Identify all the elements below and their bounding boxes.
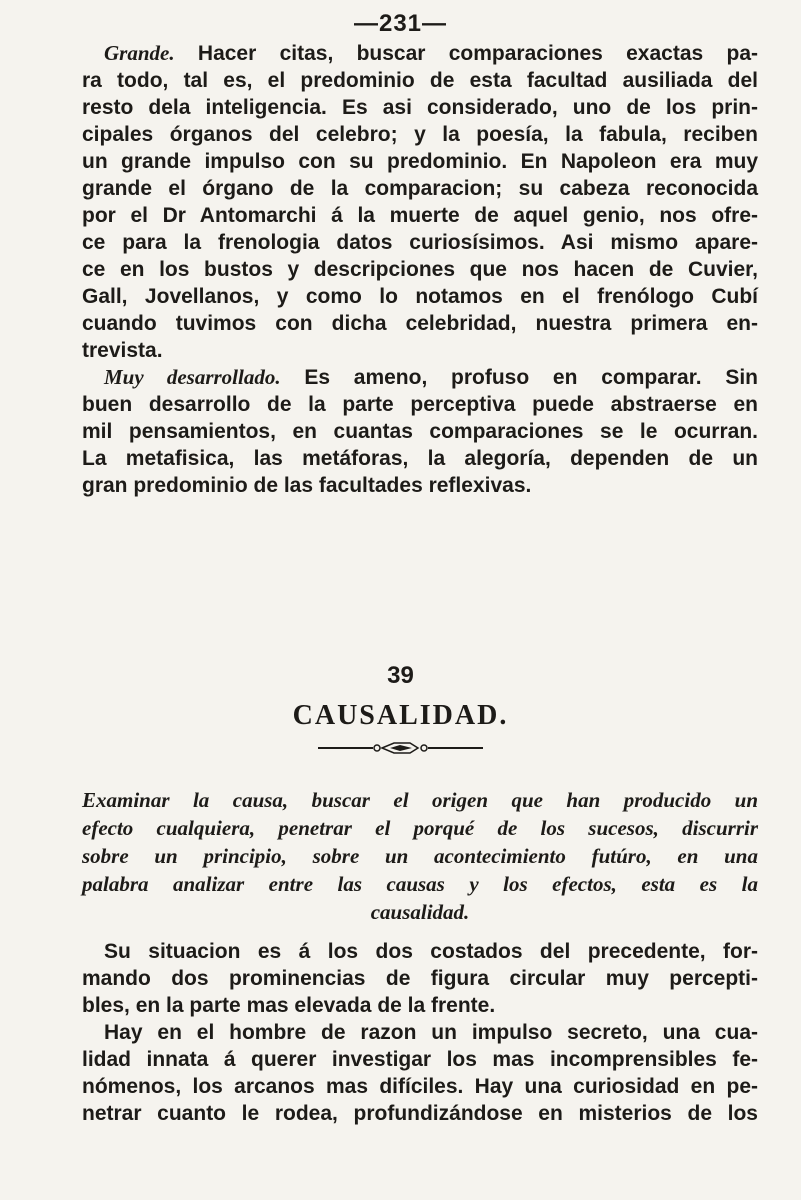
definition-line: Examinar la causa, buscar el origen que han producido un	[82, 788, 758, 812]
section-number: 39	[387, 662, 414, 689]
upper-text-block	[82, 40, 758, 499]
text-line: mil pensamientos, en cuantas comparaciones se le ocurran.	[82, 420, 758, 443]
definition-line: efecto cualquiera, penetrar el porqué de los sucesos, discurrir	[82, 816, 758, 840]
text-line: ce en los bustos y descripciones que nos hacen de Cuvier,	[82, 258, 758, 281]
text-line: un grande impulso con su predominio. En Napoleon era muy	[82, 150, 758, 173]
text-line: Grande. Hacer citas, buscar comparaciones exactas pa-	[104, 41, 758, 65]
text-line: gran predominio de las facultades reflexivas.	[82, 474, 532, 497]
text-line: trevista.	[82, 339, 163, 362]
text-line: netrar cuanto le rodea, profundizándose en misterios de los	[82, 1102, 758, 1125]
text-line: grande el órgano de la comparacion; su cabeza reconocida	[82, 177, 758, 200]
text-line: mando dos prominencias de figura circular muy percepti-	[82, 967, 758, 990]
ornamental-rule-icon	[318, 738, 483, 758]
text-line: lidad innata á querer investigar los mas incomprensibles fe-	[82, 1048, 758, 1071]
definition-line: palabra analizar entre las causas y los efectos, esta es la	[82, 872, 758, 896]
text-line: ce para la frenologia datos curiosísimos. Asi mismo apare-	[82, 231, 758, 254]
section-title: CAUSALIDAD.	[292, 700, 509, 731]
text-line: Muy desarrollado. Es ameno, profuso en comparar. Sin	[104, 365, 758, 389]
paragraph-lead: Muy desarrollado.	[104, 365, 281, 389]
text-line: resto dela inteligencia. Es asi considerado, uno de los prin-	[82, 96, 758, 119]
definition-block	[82, 786, 758, 926]
text-line: cipales órganos del celebro; y la poesía, la fabula, reciben	[82, 123, 758, 146]
text-line: bles, en la parte mas elevada de la frente.	[82, 994, 496, 1017]
text-line: cuando tuvimos con dicha celebridad, nuestra primera en-	[82, 312, 758, 335]
page-number: —231—	[353, 10, 448, 37]
text-line: por el Dr Antomarchi á la muerte de aquel genio, nos ofre-	[82, 204, 758, 227]
text-line: Hay en el hombre de razon un impulso secreto, una cua-	[104, 1021, 758, 1044]
text-line: La metafisica, las metáforas, la alegoría, dependen de un	[82, 447, 758, 470]
lower-text-block	[82, 938, 758, 1127]
text-line: buen desarrollo de la parte perceptiva puede abstraerse en	[82, 393, 758, 416]
definition-line: causalidad.	[370, 900, 470, 924]
text-line: nómenos, los arcanos mas difíciles. Hay una curiosidad en pe-	[82, 1075, 758, 1098]
definition-line: sobre un principio, sobre un acontecimiento futúro, en una	[82, 844, 758, 868]
text-line: ra todo, tal es, el predominio de esta facultad ausiliada del	[82, 69, 758, 92]
paragraph-lead: Grande.	[104, 41, 175, 65]
text-line: Su situacion es á los dos costados del precedente, for-	[104, 940, 758, 963]
text-line: Gall, Jovellanos, y como lo notamos en el frenólogo Cubí	[82, 285, 758, 308]
